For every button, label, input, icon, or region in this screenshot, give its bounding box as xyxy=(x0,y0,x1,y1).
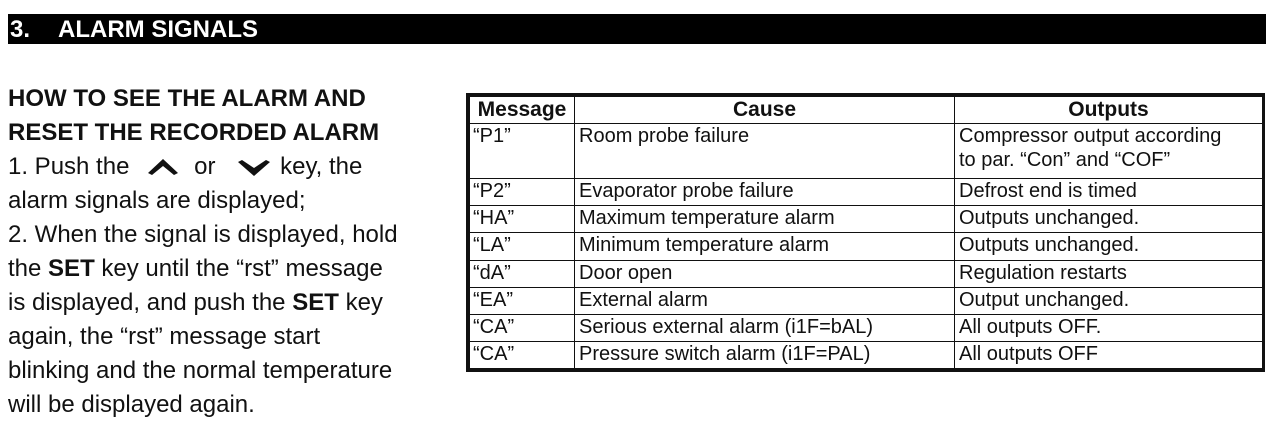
message-cell: “EA” xyxy=(470,287,575,314)
message-cell: “P1” xyxy=(470,124,575,179)
table-row xyxy=(470,260,1263,287)
step2-line2-pre: the xyxy=(8,255,42,282)
column-header-outputs: Outputs xyxy=(955,97,1263,124)
step2-line2 xyxy=(8,252,448,286)
outputs-cell: All outputs OFF. xyxy=(955,314,1263,341)
message-cell: “CA” xyxy=(470,314,575,341)
message-cell: “P2” xyxy=(470,179,575,206)
step1-prefix: 1. Push the xyxy=(8,153,130,180)
cause-cell: External alarm xyxy=(575,287,955,314)
message-cell: “HA” xyxy=(470,206,575,233)
outputs-cell: All outputs OFF xyxy=(955,341,1263,368)
set-key-label: SET xyxy=(292,289,339,316)
outputs-cell xyxy=(955,124,1263,179)
outputs-cell: Output unchanged. xyxy=(955,287,1263,314)
outputs-cell: Regulation restarts xyxy=(955,260,1263,287)
cause-cell: Maximum temperature alarm xyxy=(575,206,955,233)
step2-line5: blinking and the normal temperature xyxy=(8,357,393,384)
step2-line6: will be displayed again. xyxy=(8,391,255,418)
outputs-line2: to par. “Con” and “COF” xyxy=(959,149,1171,171)
table-row xyxy=(470,287,1263,314)
table-header-row xyxy=(470,97,1263,124)
chevron-up-icon xyxy=(146,157,180,179)
cause-cell: Door open xyxy=(575,260,955,287)
step2-line3-pre: is displayed, and push the xyxy=(8,289,286,316)
table-row xyxy=(470,179,1263,206)
section-number: 3. xyxy=(10,16,31,43)
instructions xyxy=(8,82,448,422)
step2-line3 xyxy=(8,286,448,320)
table-row xyxy=(470,233,1263,260)
section-header xyxy=(8,14,1266,44)
instructions-heading-line1: HOW TO SEE THE ALARM AND xyxy=(8,85,366,112)
step1-line1 xyxy=(8,150,448,184)
cause-cell: Evaporator probe failure xyxy=(575,179,955,206)
step1-line2: alarm signals are displayed; xyxy=(8,187,306,214)
step1-or: or xyxy=(194,153,216,180)
step1-suffix: key, the xyxy=(280,153,363,180)
step2-line2-post: key until the “rst” message xyxy=(101,255,383,282)
cause-cell: Pressure switch alarm (i1F=PAL) xyxy=(575,341,955,368)
message-cell: “CA” xyxy=(470,341,575,368)
column-header-cause: Cause xyxy=(575,97,955,124)
step2-line3-post: key xyxy=(345,289,383,316)
message-cell: “dA” xyxy=(470,260,575,287)
table-row xyxy=(470,206,1263,233)
cause-cell: Minimum temperature alarm xyxy=(575,233,955,260)
step2-line1: 2. When the signal is displayed, hold xyxy=(8,221,398,248)
instructions-heading-line2: RESET THE RECORDED ALARM xyxy=(8,119,380,146)
set-key-label: SET xyxy=(48,255,95,282)
outputs-cell: Defrost end is timed xyxy=(955,179,1263,206)
outputs-cell: Outputs unchanged. xyxy=(955,233,1263,260)
cause-cell: Serious external alarm (i1F=bAL) xyxy=(575,314,955,341)
outputs-cell: Outputs unchanged. xyxy=(955,206,1263,233)
alarm-table xyxy=(466,93,1265,372)
step2-line4: again, the “rst” message start xyxy=(8,323,321,350)
table-row xyxy=(470,314,1263,341)
table-row xyxy=(470,124,1263,179)
section-title: ALARM SIGNALS xyxy=(58,16,258,43)
column-header-message: Message xyxy=(470,97,575,124)
cause-cell: Room probe failure xyxy=(575,124,955,179)
table-row xyxy=(470,341,1263,368)
chevron-down-icon xyxy=(236,157,272,179)
message-cell: “LA” xyxy=(470,233,575,260)
outputs-line1: Compressor output according xyxy=(959,125,1222,147)
